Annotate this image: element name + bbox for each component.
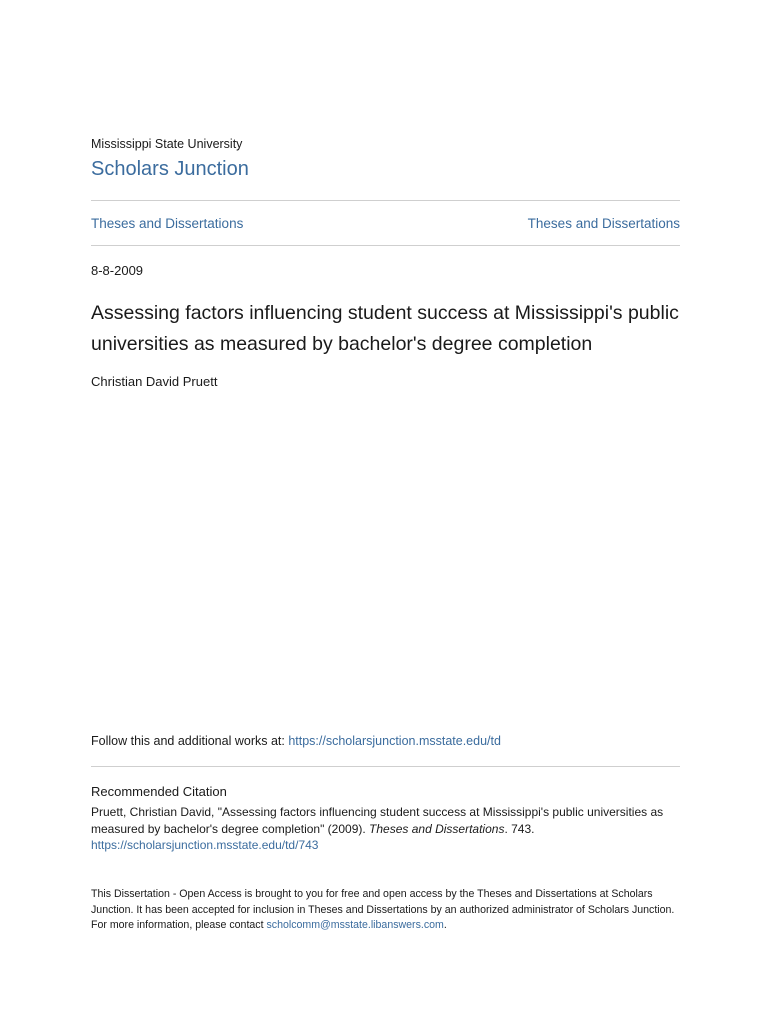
notice-end: . — [443, 919, 447, 931]
follow-url-link[interactable]: https://scholarsjunction.msstate.edu/td — [288, 734, 501, 748]
repository-link[interactable]: Scholars Junction — [91, 158, 249, 180]
notice-text: This Dissertation - Open Access is brought to you for free and open access by the Theses and Dissertations at Scholars Junction. It has been accepted for inclusion in Theses and Dissertations by an authorized administrator of Scholars Junction. For more information, please contact — [91, 888, 675, 931]
access-notice — [91, 887, 681, 934]
divider-citation — [91, 766, 680, 767]
institution-name: Mississippi State University — [91, 137, 243, 151]
contact-email-link[interactable]: scholcomm@msstate.libanswers.com — [266, 919, 444, 931]
publication-date: 8-8-2009 — [91, 263, 144, 278]
divider-top — [91, 200, 680, 201]
collection-link-left[interactable]: Theses and Dissertations — [91, 216, 244, 231]
document-title: Assessing factors influencing student success at Mississippi's public universities as measured by bachelor's degree completion — [91, 302, 679, 355]
citation-heading: Recommended Citation — [91, 784, 227, 799]
citation-body: Pruett, Christian David, "Assessing factors influencing student success at Mississippi's public universities as measured by bachelor's degree completion" (2009). — [91, 805, 664, 836]
follow-prefix: Follow this and additional works at: — [91, 734, 289, 748]
cover-page — [91, 0, 680, 1024]
citation-series: Theses and Dissertations — [369, 821, 505, 836]
citation-url-link[interactable]: https://scholarsjunction.msstate.edu/td/743 — [91, 838, 319, 852]
follow-line — [91, 734, 501, 748]
citation-text — [91, 804, 686, 854]
collection-link-right[interactable]: Theses and Dissertations — [527, 216, 680, 231]
author-name: Christian David Pruett — [91, 374, 218, 389]
collections-bar — [91, 216, 680, 231]
citation-number: . 743. — [504, 821, 535, 836]
divider-collections — [91, 245, 680, 246]
